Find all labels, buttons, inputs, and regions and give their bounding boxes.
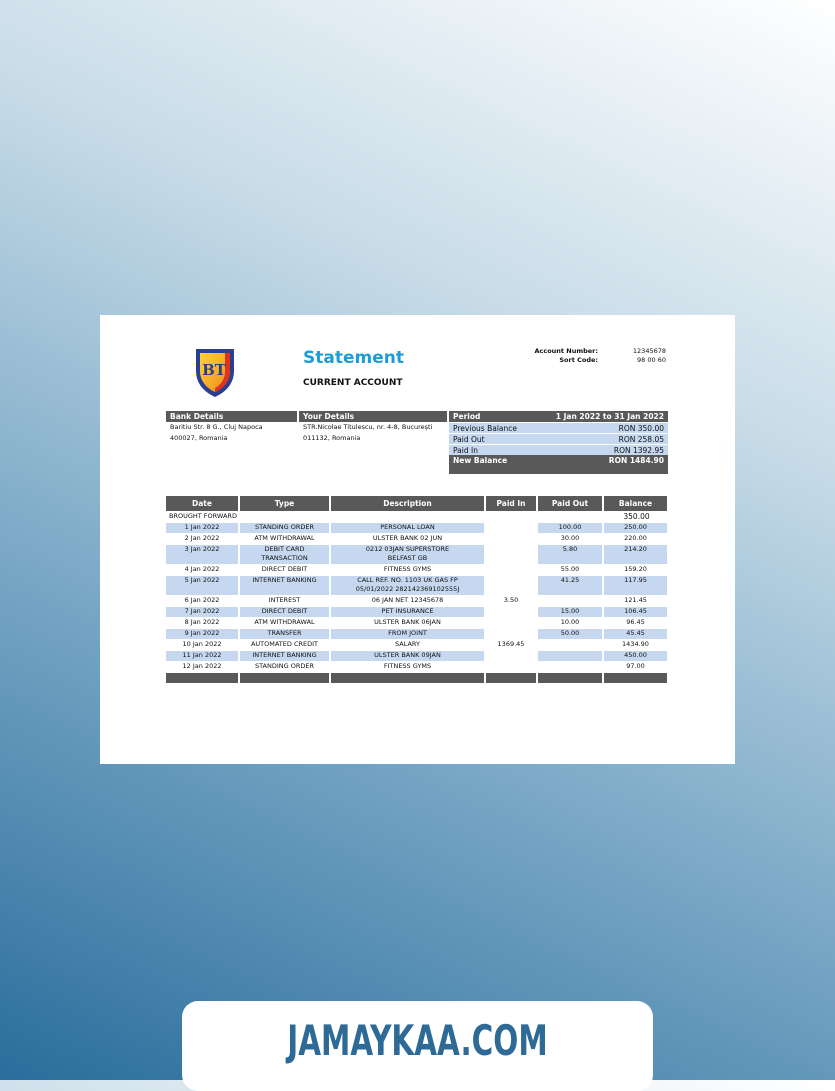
paid-out-cell (538, 651, 604, 661)
type-cell: INTERNET BANKING (240, 651, 331, 661)
statement-sheet (100, 315, 735, 764)
type-cell: STANDING ORDER (240, 523, 331, 533)
paid-in-row (449, 444, 668, 455)
summary-value: RON 1392.95 (613, 446, 664, 455)
banner-text: JAMAYKAA.COM (287, 1016, 548, 1065)
description-cell: FITNESS GYMS (331, 662, 486, 672)
paid-out-cell (538, 662, 604, 672)
description-cell: FROM JOINT (331, 629, 486, 639)
type-cell: DIRECT DEBIT (240, 607, 331, 617)
date-cell: 1 Jan 2022 (166, 523, 240, 533)
bank-details-title: Bank Details (166, 411, 297, 422)
balance-cell: 220.00 (604, 534, 669, 544)
account-number: 12345678 (632, 347, 666, 355)
description-cell: ULSTER BANK 02 JUN (331, 534, 486, 544)
table-row (166, 575, 669, 595)
date-cell: 11 Jan 2022 (166, 651, 240, 661)
balance-cell: 250.00 (604, 523, 669, 533)
summary-value: RON 350.00 (618, 424, 664, 433)
paid-in-cell (486, 651, 538, 661)
table-footer (166, 673, 669, 683)
type-cell: STANDING ORDER (240, 662, 331, 672)
balance-cell: 214.20 (604, 545, 669, 564)
balance-cell: 97.00 (604, 662, 669, 672)
period-header (449, 411, 668, 422)
table-row (166, 522, 669, 533)
table-row (166, 606, 669, 617)
column-header: Type (240, 496, 331, 511)
date-cell: 5 Jan 2022 (166, 576, 240, 595)
type-cell: INTEREST (240, 596, 331, 606)
bt-logo (192, 345, 238, 399)
bank-address-line: 400027, Romania (170, 434, 228, 442)
paid-in-cell (486, 523, 538, 533)
paid-out-cell: 30.00 (538, 534, 604, 544)
page-subtitle: CURRENT ACCOUNT (303, 378, 403, 388)
new-balance-label: New Balance (453, 456, 508, 465)
type-cell: DEBIT CARD TRANSACTION (240, 545, 331, 564)
sort-code-label: Sort Code: (559, 356, 598, 364)
customer-address-line: 011132, Romania (303, 434, 361, 442)
summary-label: Previous Balance (453, 424, 517, 433)
paid-out-row (449, 433, 668, 444)
table-row (166, 564, 669, 575)
new-balance-row (449, 455, 668, 474)
summary-value: RON 258.05 (618, 435, 664, 444)
sort-code: 98 00 60 (637, 356, 666, 364)
period-label: Period (453, 412, 481, 421)
balance-cell: 117.95 (604, 576, 669, 595)
type-cell: INTERNET BANKING (240, 576, 331, 595)
table-row (166, 595, 669, 606)
column-header: Balance (604, 496, 669, 511)
paid-out-cell (538, 640, 604, 650)
date-cell: 10 Jan 2022 (166, 640, 240, 650)
date-cell: 3 Jan 2022 (166, 545, 240, 564)
paid-in-cell (486, 576, 538, 595)
description-cell: PET INSURANCE (331, 607, 486, 617)
your-details-address (303, 422, 432, 444)
brought-forward-label: BROUGHT FORWARD (169, 512, 237, 520)
paid-in-cell (486, 629, 538, 639)
footer-cell (486, 673, 538, 683)
logo-text: BT (202, 361, 226, 379)
balance-cell: 450.00 (604, 651, 669, 661)
date-cell: 6 Jan 2022 (166, 596, 240, 606)
balance-cell: 45.45 (604, 629, 669, 639)
footer-cell (240, 673, 331, 683)
column-header: Paid Out (538, 496, 604, 511)
paid-out-cell: 5.80 (538, 545, 604, 564)
table-row (166, 661, 669, 672)
type-cell: TRANSFER (240, 629, 331, 639)
balance-cell: 106.45 (604, 607, 669, 617)
table-header (166, 496, 669, 511)
type-cell: AUTOMATED CREDIT (240, 640, 331, 650)
table-row (166, 533, 669, 544)
date-cell: 2 Jan 2022 (166, 534, 240, 544)
paid-out-cell: 10.00 (538, 618, 604, 628)
period-summary (449, 411, 668, 474)
date-cell: 7 Jan 2022 (166, 607, 240, 617)
table-row (166, 639, 669, 650)
summary-label: Paid In (453, 446, 478, 455)
account-info (520, 347, 666, 365)
column-header: Description (331, 496, 486, 511)
description-cell: 0212 03JAN SUPERSTORE BELFAST GB (331, 545, 486, 564)
footer-cell (538, 673, 604, 683)
description-cell: PERSONAL LOAN (331, 523, 486, 533)
date-cell: 8 Jan 2022 (166, 618, 240, 628)
paid-in-cell (486, 545, 538, 564)
previous-balance-row (449, 422, 668, 433)
column-header: Paid In (486, 496, 538, 511)
new-balance-value: RON 1484.90 (608, 456, 664, 465)
table-row (166, 544, 669, 564)
date-cell: 9 Jan 2022 (166, 629, 240, 639)
description-cell: SALARY (331, 640, 486, 650)
brought-forward-row (166, 511, 669, 522)
date-cell: 4 Jan 2022 (166, 565, 240, 575)
paid-in-cell: 1369.45 (486, 640, 538, 650)
paid-in-cell (486, 618, 538, 628)
paid-out-cell (538, 596, 604, 606)
column-header: Date (166, 496, 240, 511)
description-cell: FITNESS GYMS (331, 565, 486, 575)
type-cell: ATM WITHDRAWAL (240, 618, 331, 628)
paid-out-cell: 15.00 (538, 607, 604, 617)
footer-cell (331, 673, 486, 683)
paid-out-cell: 41.25 (538, 576, 604, 595)
your-details-title: Your Details (299, 411, 447, 422)
table-row (166, 628, 669, 639)
page-title: Statement (303, 348, 404, 368)
table-row (166, 650, 669, 661)
bank-address-line: Baritiu Str. 8 G., Cluj Napoca (170, 423, 263, 431)
paid-in-cell (486, 565, 538, 575)
summary-label: Paid Out (453, 435, 485, 444)
bank-details-address (170, 422, 263, 444)
paid-out-cell: 100.00 (538, 523, 604, 533)
transactions-table (166, 496, 669, 683)
footer-cell (604, 673, 669, 683)
description-cell: 06 JAN NET 12345678 (331, 596, 486, 606)
description-cell: ULSTER BANK 09JAN (331, 651, 486, 661)
balance-cell: 96.45 (604, 618, 669, 628)
type-cell: ATM WITHDRAWAL (240, 534, 331, 544)
balance-cell: 159.20 (604, 565, 669, 575)
paid-in-cell: 3.50 (486, 596, 538, 606)
paid-in-cell (486, 662, 538, 672)
customer-address-line: STR.Nicolae Titulescu, nr. 4-8, București (303, 423, 433, 431)
balance-cell: 1434.90 (604, 640, 669, 650)
description-cell: ULSTER BANK 06JAN (331, 618, 486, 628)
paid-in-cell (486, 534, 538, 544)
paid-out-cell: 55.00 (538, 565, 604, 575)
brought-forward-balance: 350.00 (623, 512, 650, 521)
footer-cell (166, 673, 240, 683)
date-cell: 12 Jan 2022 (166, 662, 240, 672)
type-cell: DIRECT DEBIT (240, 565, 331, 575)
balance-cell: 121.45 (604, 596, 669, 606)
paid-out-cell: 50.00 (538, 629, 604, 639)
period-range: 1 Jan 2022 to 31 Jan 2022 (555, 412, 664, 421)
description-cell: CALL REF. NO. 1103 UK GAS FP 05/01/2022 282142369102555J (331, 576, 486, 595)
account-number-label: Account Number: (534, 347, 598, 355)
paid-in-cell (486, 607, 538, 617)
watermark-banner (182, 1001, 653, 1091)
table-row (166, 617, 669, 628)
